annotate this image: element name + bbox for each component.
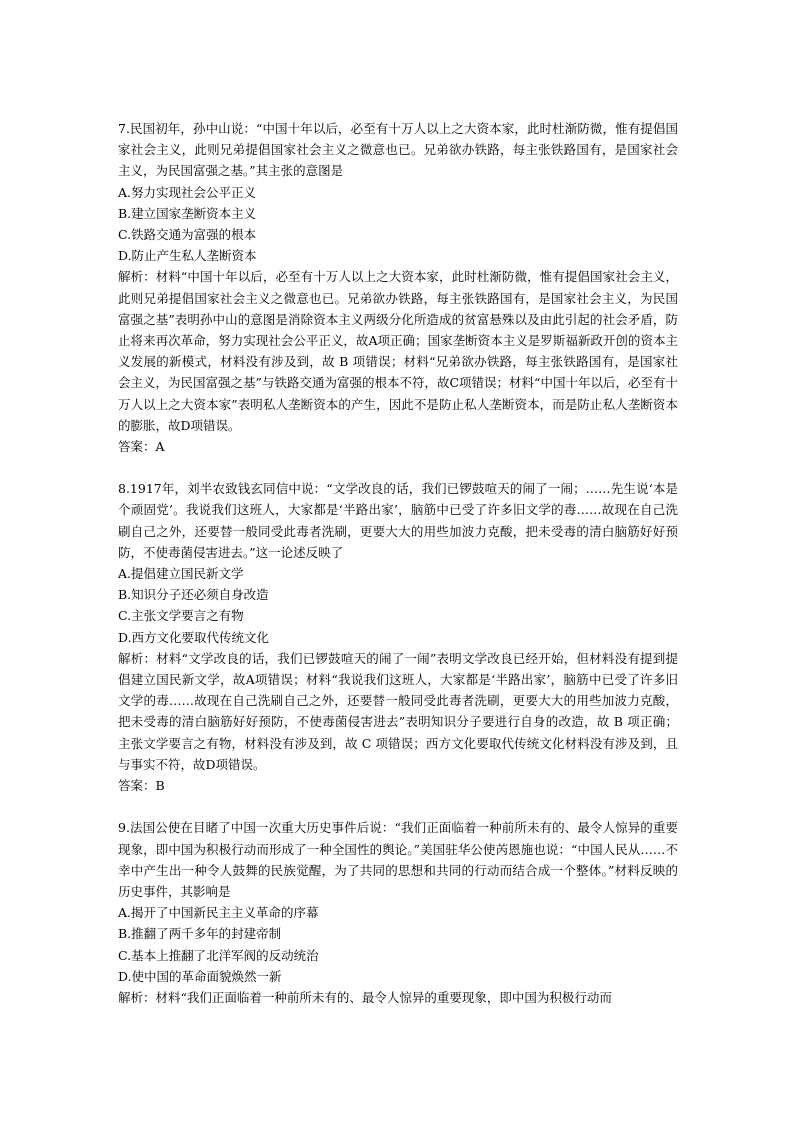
option-d: D.使中国的革命面貌焕然一新 <box>118 968 282 984</box>
option-a: A.提倡建立国民新文学 <box>118 566 244 582</box>
option-b: B.推翻了两千多年的封建帝制 <box>118 926 282 942</box>
option-b: B.建立国家垄断资本主义 <box>118 205 257 221</box>
question-answer: 答案：B <box>118 778 165 794</box>
spacer <box>118 457 678 478</box>
option-c: C.基本上推翻了北洋军阀的反动统治 <box>118 947 319 963</box>
question-7 <box>118 118 678 457</box>
question-analysis: 解析：材料“中国十年以后，必至有十万人以上之大资本家，此时杜渐防微，惟有提倡国家社会主义，此则兄弟提倡国家社会主义之微意也已。兄弟欲办铁路，每主张铁路国有，是国家社会主义，为民国富强之基”表明孙中山的意图是消除资本主义两级分化所造成的贫富悬殊以及由此引起的社会矛盾，防止将来再次革命，努力实现社会公平正义，故A项正确；国家垄断资本主义是罗斯福新政开创的资本主义发展的新模式，材料没有涉及到，故 B 项错误；材料“兄弟欲办铁路，每主张铁路国有，是国家社会主义，为民国富强之基”与铁路交通为富强的根本不符，故C项错误；材料“中国十年以后，必至有十万人以上之大资本家”表明私人垄断资本的产生，因此不是防止私人垄断资本，而是防止私人垄断资本的膨胀，故D项错误。 <box>118 269 678 433</box>
option-d: D.防止产生私人垄断资本 <box>118 248 257 264</box>
option-a: A.揭开了中国新民主主义革命的序幕 <box>118 905 319 921</box>
option-c: C.主张文学要言之有物 <box>118 608 244 624</box>
question-analysis: 解析：材料“我们正面临着一种前所未有的、最令人惊异的重要现象，即中国为积极行动而 <box>118 989 612 1005</box>
question-stem: 8.1917年，刘半农致钱玄同信中说：“文学改良的话，我们已锣鼓喧天的闹了一闹；……先生说‘本是个顽固党’。我说我们这班人，大家都是‘半路出家’，脑筋中已受了许多旧文学的毒……故现在自己洗刷自己之外，还要替一般同受此毒者洗刷，更要大大的用些加波力克酸，把未受毒的清白脑筋好好预防，不使毒菌侵害进去。”这一论述反映了 <box>118 481 678 560</box>
question-9 <box>118 817 678 1008</box>
spacer <box>118 796 678 817</box>
question-stem: 7.民国初年，孙中山说：“中国十年以后，必至有十万人以上之大资本家，此时杜渐防微，惟有提倡国家社会主义，此则兄弟提倡国家社会主义之微意也已。兄弟欲办铁路，每主张铁路国有，是国家社会主义，为民国富强之基。”其主张的意图是 <box>118 121 678 179</box>
option-a: A.努力实现社会公平正义 <box>118 184 257 200</box>
option-d: D.西方文化要取代传统文化 <box>118 629 270 645</box>
question-answer: 答案：A <box>118 439 165 455</box>
option-b: B.知识分子还必须自身改造 <box>118 587 269 603</box>
page-content <box>118 118 678 1008</box>
question-8 <box>118 478 678 796</box>
question-stem: 9.法国公使在目睹了中国一次重大历史事件后说：“我们正面临着一种前所未有的、最令人惊异的重要现象，即中国为积极行动而形成了一种全国性的舆论。”美国驻华公使芮恩施也说：“中国人民从……不幸中产生出一种令人鼓舞的民族觉醒，为了共同的思想和共同的行动而结合成一个整体。”材料反映的历史事件，其影响是 <box>118 820 678 899</box>
option-c: C.铁路交通为富强的根本 <box>118 227 257 243</box>
question-analysis: 解析：材料“文学改良的话，我们已锣鼓喧天的闹了一闹”表明文学改良已经开始，但材料没有提到提倡建立国民新文学，故A项错误；材料“我说我们这班人，大家都是‘半路出家’，脑筋中已受了许多旧文学的毒……故现在自己洗刷自己之外，还要替一般同受此毒者洗刷，更要大大的用些加波力克酸，把未受毒的清白脑筋好好预防，不使毒菌侵害进去”表明知识分子要进行自身的改造，故 B 项正确；主张文学要言之有物，材料没有涉及到，故 C 项错误；西方文化要取代传统文化材料没有涉及到，且与事实不符，故D项错误。 <box>118 650 678 772</box>
